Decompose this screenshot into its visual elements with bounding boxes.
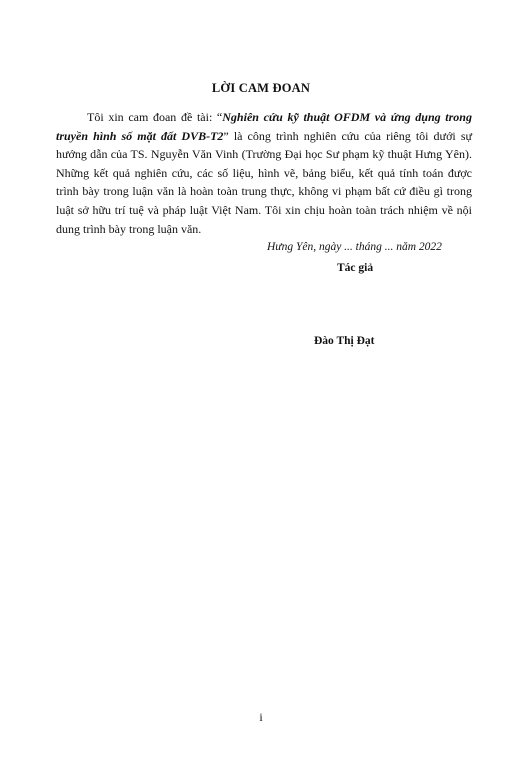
thesis-title: Nghiên cứu kỹ thuật OFDM và ứng dụng trong truyền hình số mặt đất DVB-T2 [56,110,472,143]
page-number: i [259,710,263,724]
page-title: LỜI CAM ĐOAN [211,81,311,95]
paragraph-rest: ” là công trình nghiên cứu của riêng tôi dưới sự hướng dẫn của TS. Nguyễn Văn Vinh (Trường Đại học Sư phạm kỹ thuật Hưng Yên). Những kết quả nghiên cứu, các số liệu, hình vẽ, bảng biểu, kết quả tính toán được trình bày trong luận văn là hoàn toàn trung thực, không vi phạm bất cứ điều gì trong luật sở hữu trí tuệ và pháp luật Việt Nam. Tôi xin chịu hoàn toàn trách nhiệm về nội dung trình bày trong luận văn. [56,128,472,236]
declaration-paragraph [56,108,472,238]
author-role: Tác giả [337,262,374,274]
place-date: Hưng Yên, ngày ... tháng ... năm 2022 [267,241,442,253]
paragraph-intro: Tôi xin cam đoan đề tài: “ [87,110,223,124]
author-name: Đào Thị Đạt [314,335,375,347]
